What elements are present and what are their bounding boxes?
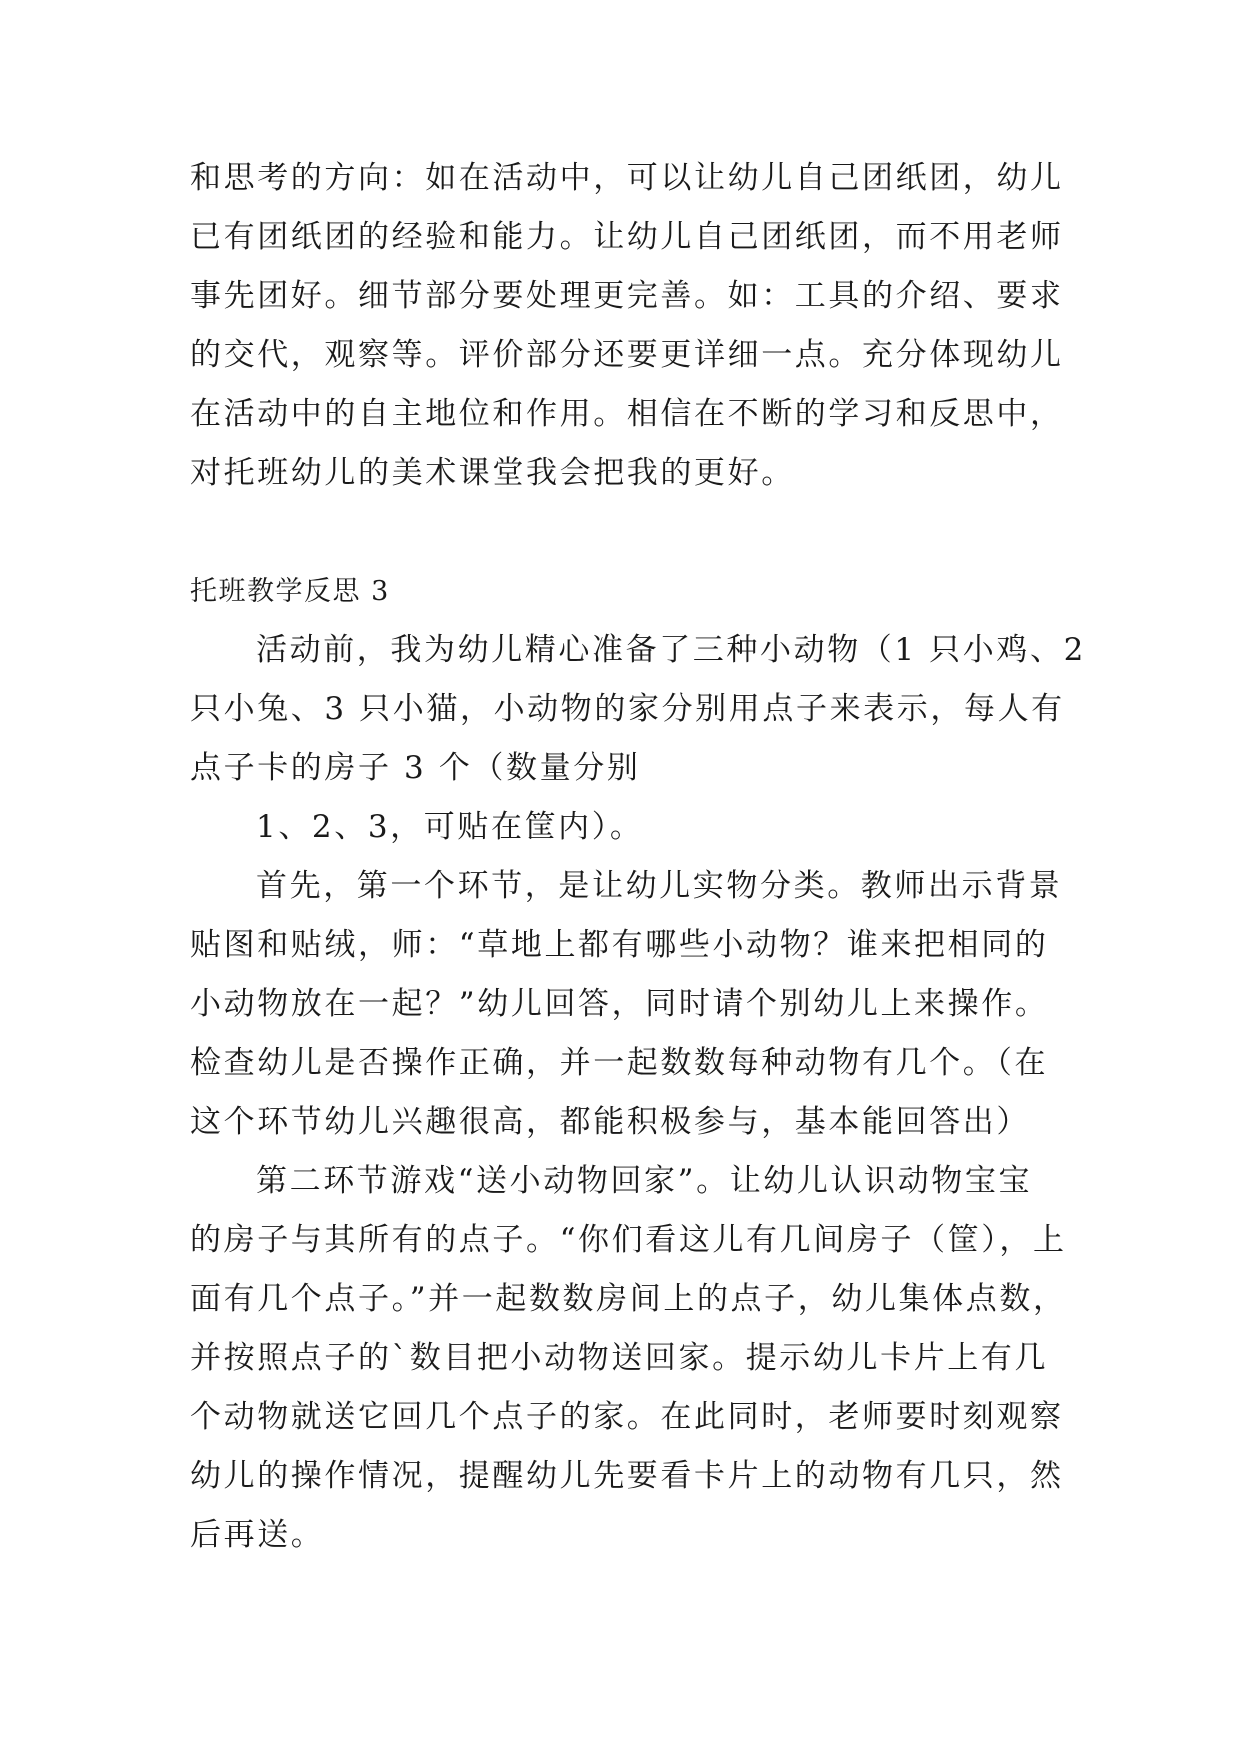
paragraph-line: 的房子与其所有的点子。“你们看这儿有几间房子（筐），上: [190, 1222, 1067, 1258]
paragraph-line: 事先团好。细节部分要处理更完善。如：工具的介绍、要求: [190, 278, 1064, 314]
paragraph-line: 个动物就送它回几个点子的家。在此同时，老师要时刻观察: [190, 1399, 1064, 1435]
paragraph-line: 小动物放在一起？”幼儿回答，同时请个别幼儿上来操作。: [190, 986, 1049, 1022]
section-title: 托班教学反思 3: [190, 576, 390, 607]
paragraph-line: 幼儿的操作情况，提醒幼儿先要看卡片上的动物有几只，然: [190, 1458, 1064, 1494]
paragraph-line: 1、2、3，可贴在筐内）。: [256, 809, 644, 845]
paragraph-line: 点子卡的房子 3 个（数量分别: [190, 750, 641, 786]
paragraph-line: 后再送。: [190, 1517, 325, 1553]
paragraph-line: 并按照点子的`数目把小动物送回家。提示幼儿卡片上有几: [190, 1340, 1049, 1376]
paragraph-line: 的交代，观察等。评价部分还要更详细一点。充分体现幼儿: [190, 337, 1064, 373]
paragraph-line: 贴图和贴绒，师：“草地上都有哪些小动物？谁来把相同的: [190, 927, 1049, 963]
paragraph-line: 已有团纸团的经验和能力。让幼儿自己团纸团，而不用老师: [190, 219, 1064, 255]
paragraph-line: 活动前，我为幼儿精心准备了三种小动物（1 只小鸡、2: [256, 632, 1086, 668]
paragraph-line: 在活动中的自主地位和作用。相信在不断的学习和反思中，: [190, 396, 1064, 432]
paragraph-line: 第二环节游戏“送小动物回家”。让幼儿认识动物宝宝: [256, 1163, 1033, 1199]
paragraph-line: 只小兔、3 只小猫，小动物的家分别用点子来表示，每人有: [190, 691, 1065, 727]
paragraph-line: 对托班幼儿的美术课堂我会把我的更好。: [190, 455, 795, 491]
paragraph-line: 和思考的方向：如在活动中，可以让幼儿自己团纸团，幼儿: [190, 160, 1064, 196]
paragraph-line: 面有几个点子。”并一起数数房间上的点子，幼儿集体点数，: [190, 1281, 1067, 1317]
paragraph-line: 检查幼儿是否操作正确，并一起数数每种动物有几个。（在: [190, 1045, 1049, 1081]
paragraph-line: 首先，第一个环节，是让幼儿实物分类。教师出示背景: [256, 868, 1063, 904]
paragraph-line: 这个环节幼儿兴趣很高，都能积极参与，基本能回答出）: [190, 1104, 1030, 1140]
